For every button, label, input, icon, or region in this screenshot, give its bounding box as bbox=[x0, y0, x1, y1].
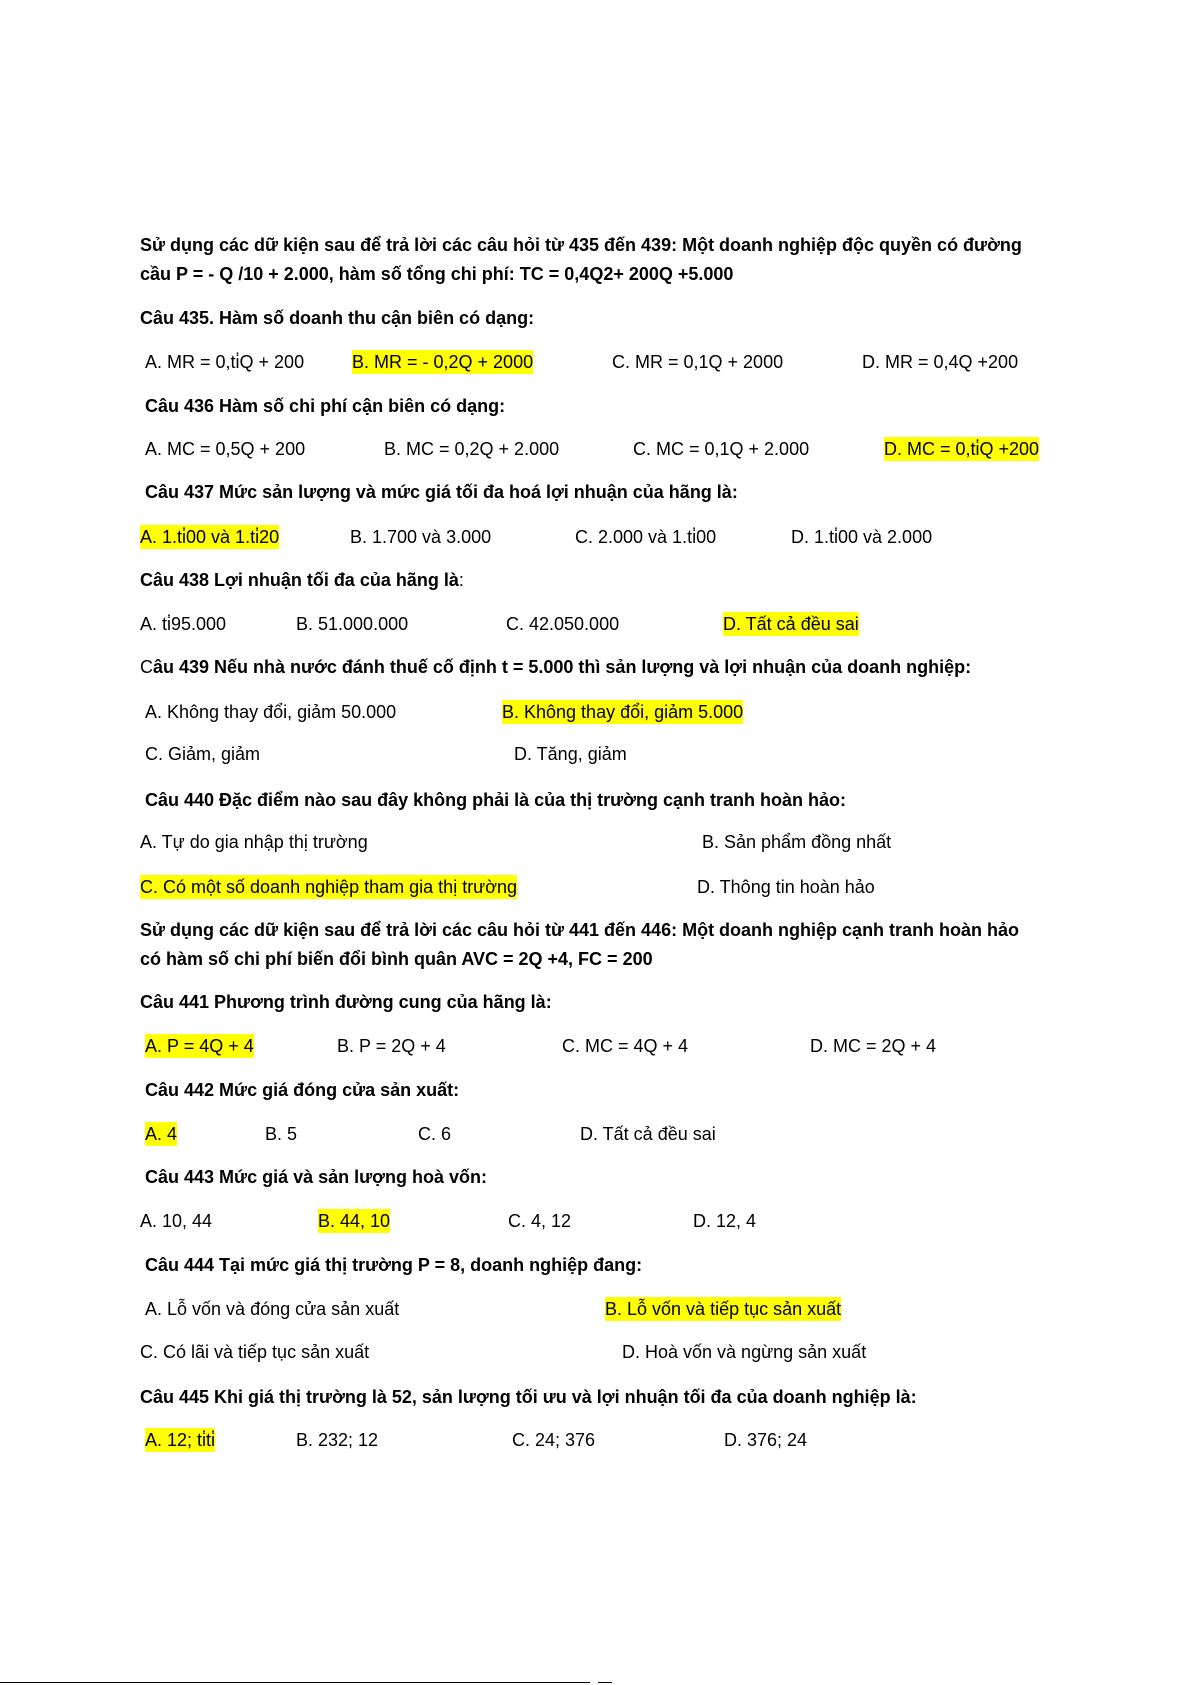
q439-option-d: D. Tăng, giảm bbox=[514, 744, 627, 764]
question-441: Câu 441 Phương trình đường cung của hãng là: bbox=[140, 992, 552, 1012]
q445-option-b: B. 232; 12 bbox=[296, 1430, 379, 1450]
q439-option-c: C. Giảm, giảm bbox=[145, 744, 261, 764]
q441-option-c: C. MC = 4Q + 4 bbox=[562, 1036, 689, 1056]
question-442: Câu 442 Mức giá đóng cửa sản xuất: bbox=[145, 1080, 460, 1100]
q437-option-d: D. 1.ti̇00 và 2.000 bbox=[791, 527, 933, 547]
q443-option-d: D. 12, 4 bbox=[693, 1211, 757, 1231]
q444-option-b-answer: B. Lỗ vốn và tiếp tục sản xuất bbox=[605, 1299, 842, 1319]
question-439-text: âu 439 Nếu nhà nước đánh thuế cố định t = 5.000 thì sản lượng và lợi nhuận của doanh nghiệp: bbox=[153, 657, 972, 677]
q442-option-d: D. Tất cả đều sai bbox=[580, 1124, 716, 1144]
q437-option-c: C. 2.000 và 1.ti̇00 bbox=[575, 527, 717, 547]
question-438-colon: : bbox=[458, 570, 464, 590]
q444-option-c: C. Có lãi và tiếp tục sản xuất bbox=[140, 1342, 370, 1362]
q435-option-d: D. MR = 0,4Q +200 bbox=[862, 352, 1019, 372]
intro-text-line-2: cầu P = - Q /10 + 2.000, hàm số tổng chi phí: TC = 0,4Q2+ 200Q +5.000 bbox=[140, 264, 734, 284]
q438-option-b: B. 51.000.000 bbox=[296, 614, 409, 634]
page-bottom-rule bbox=[0, 1682, 590, 1683]
question-437: Câu 437 Mức sản lượng và mức giá tối đa hoá lợi nhuận của hãng là: bbox=[145, 482, 738, 502]
q445-option-c: C. 24; 376 bbox=[512, 1430, 596, 1450]
q435-option-b-answer: B. MR = - 0,2Q + 2000 bbox=[352, 352, 534, 372]
q438-option-d-answer: D. Tất cả đều sai bbox=[723, 614, 859, 634]
intro-text-line-1: Sử dụng các dữ kiện sau để trả lời các câu hỏi từ 435 đến 439: Một doanh nghiệp độc quyền có đường bbox=[140, 235, 1022, 255]
q440-option-b: B. Sản phẩm đồng nhất bbox=[702, 832, 892, 852]
question-444: Câu 444 Tại mức giá thị trường P = 8, doanh nghiệp đang: bbox=[145, 1255, 643, 1275]
page-bottom-rule-segment bbox=[598, 1682, 612, 1683]
question-440: Câu 440 Đặc điểm nào sau đây không phải là của thị trường cạnh tranh hoàn hảo: bbox=[145, 790, 846, 810]
q439-option-b-answer: B. Không thay đổi, giảm 5.000 bbox=[502, 702, 744, 722]
q444-option-d: D. Hoà vốn và ngừng sản xuất bbox=[622, 1342, 867, 1362]
intro2-text-line-2: có hàm số chi phí biến đổi bình quân AVC = 2Q +4, FC = 200 bbox=[140, 949, 653, 969]
question-438-text: Câu 438 Lợi nhuận tối đa của hãng là bbox=[140, 570, 459, 590]
q442-option-c: C. 6 bbox=[418, 1124, 452, 1144]
question-439-prefix: C bbox=[140, 657, 153, 677]
q441-option-d: D. MC = 2Q + 4 bbox=[810, 1036, 937, 1056]
q442-option-b: B. 5 bbox=[265, 1124, 298, 1144]
question-445: Câu 445 Khi giá thị trường là 52, sản lượng tối ưu và lợi nhuận tối đa của doanh nghiệp là: bbox=[140, 1387, 917, 1407]
q441-option-a-answer: A. P = 4Q + 4 bbox=[145, 1036, 254, 1056]
intro2-text-line-1: Sử dụng các dữ kiện sau để trả lời các câu hỏi từ 441 đến 446: Một doanh nghiệp cạnh tranh hoàn hảo bbox=[140, 920, 1020, 940]
q440-option-d: D. Thông tin hoàn hảo bbox=[697, 877, 875, 897]
q443-option-b-answer: B. 44, 10 bbox=[318, 1211, 391, 1231]
q443-option-c: C. 4, 12 bbox=[508, 1211, 572, 1231]
q436-option-b: B. MC = 0,2Q + 2.000 bbox=[384, 439, 560, 459]
q443-option-a: A. 10, 44 bbox=[140, 1211, 213, 1231]
q444-option-a: A. Lỗ vốn và đóng cửa sản xuất bbox=[145, 1299, 400, 1319]
q435-option-a: A. MR = 0,ti̇Q + 200 bbox=[145, 352, 305, 372]
q442-option-a-answer: A. 4 bbox=[145, 1124, 178, 1144]
question-436: Câu 436 Hàm số chi phí cận biên có dạng: bbox=[145, 396, 506, 416]
question-438 bbox=[140, 568, 464, 592]
q440-option-a: A. Tự do gia nhập thị trường bbox=[140, 832, 368, 852]
q445-option-d: D. 376; 24 bbox=[724, 1430, 808, 1450]
q436-option-a: A. MC = 0,5Q + 200 bbox=[145, 439, 306, 459]
question-435: Câu 435. Hàm số doanh thu cận biên có dạng: bbox=[140, 308, 535, 328]
q438-option-c: C. 42.050.000 bbox=[506, 614, 620, 634]
q437-option-b: B. 1.700 và 3.000 bbox=[350, 527, 492, 547]
q440-option-c-answer: C. Có một số doanh nghiệp tham gia thị trường bbox=[140, 877, 518, 897]
q439-option-a: A. Không thay đổi, giảm 50.000 bbox=[145, 702, 397, 722]
question-439 bbox=[140, 655, 971, 679]
q441-option-b: B. P = 2Q + 4 bbox=[337, 1036, 446, 1056]
q436-option-d-answer: D. MC = 0,ti̇Q +200 bbox=[884, 439, 1040, 459]
q437-option-a-answer: A. 1.ti̇00 và 1.ti̇20 bbox=[140, 527, 280, 547]
q436-option-c: C. MC = 0,1Q + 2.000 bbox=[633, 439, 810, 459]
q445-option-a-answer: A. 12; ti̇ti̇ bbox=[145, 1430, 216, 1450]
q435-option-c: C. MR = 0,1Q + 2000 bbox=[612, 352, 784, 372]
q438-option-a: A. ti̇95.000 bbox=[140, 614, 227, 634]
question-443: Câu 443 Mức giá và sản lượng hoà vốn: bbox=[145, 1167, 487, 1187]
